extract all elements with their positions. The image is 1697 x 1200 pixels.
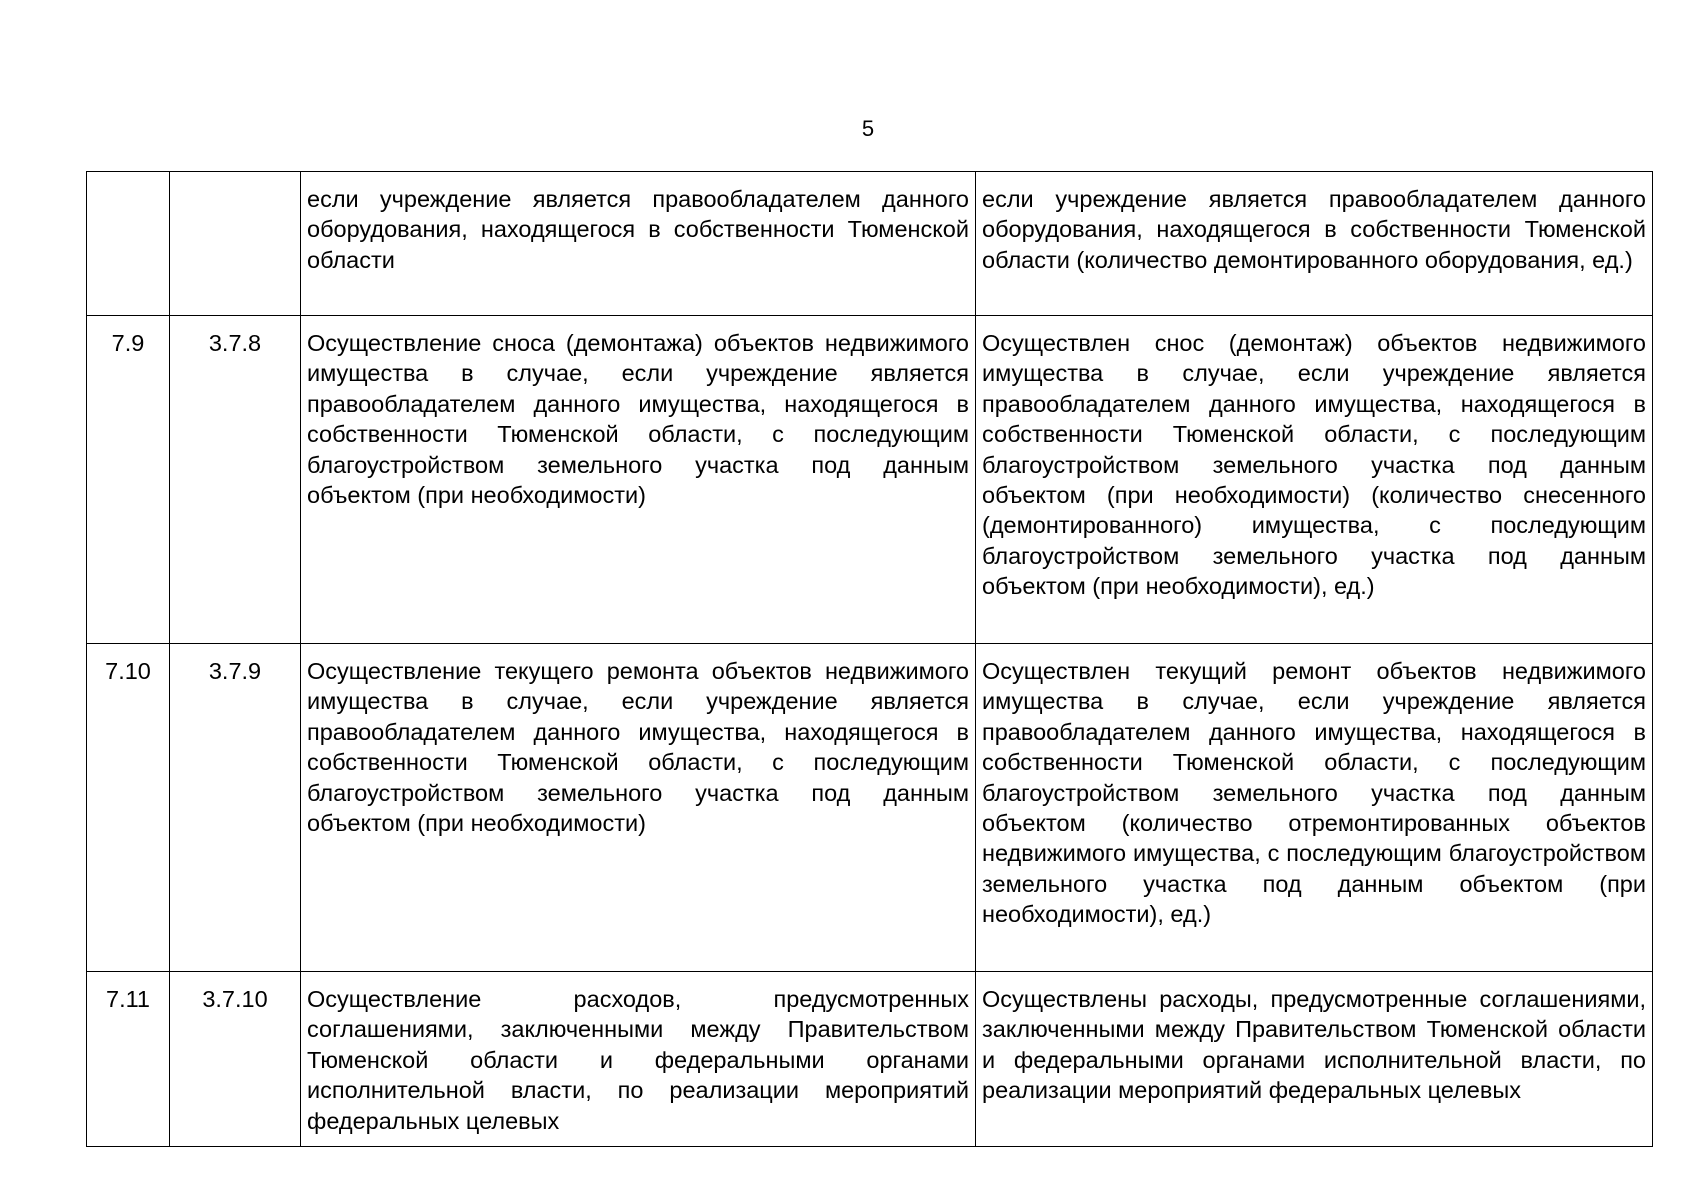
row-code-cell: 3.7.10 (170, 972, 301, 1147)
row-number-cell (87, 172, 170, 316)
activity-cell: Осуществление расходов, предусмотренных соглашениями, заключенными между Правительством Тюменской области и федеральными органами исполнительной власти, по реализации мероприятий федеральных целевых (301, 972, 976, 1147)
table-row (87, 172, 1653, 316)
measures-table (86, 171, 1653, 1147)
activity-cell: Осуществление текущего ремонта объектов недвижимого имущества в случае, если учреждение является правообладателем данного имущества, находящегося в собственности Тюменской области, с последующим благоустройством земельного участка под данным объектом (при необходимости) (301, 644, 976, 972)
row-number-cell: 7.9 (87, 316, 170, 644)
row-number-cell: 7.11 (87, 972, 170, 1147)
row-number-cell: 7.10 (87, 644, 170, 972)
page-number: 5 (861, 116, 875, 141)
row-code-cell: 3.7.9 (170, 644, 301, 972)
result-cell: если учреждение является правообладателем данного оборудования, находящегося в собственности Тюменской области (количество демонтированного оборудования, ед.) (976, 172, 1653, 316)
table-row (87, 316, 1653, 644)
row-code-cell: 3.7.8 (170, 316, 301, 644)
activity-cell: если учреждение является правообладателем данного оборудования, находящегося в собственности Тюменской области (301, 172, 976, 316)
table-row (87, 972, 1653, 1147)
activity-cell: Осуществление сноса (демонтажа) объектов недвижимого имущества в случае, если учреждение является правообладателем данного имущества, находящегося в собственности Тюменской области, с последующим благоустройством земельного участка под данным объектом (при необходимости) (301, 316, 976, 644)
table-row (87, 644, 1653, 972)
result-cell: Осуществлены расходы, предусмотренные соглашениями, заключенными между Правительством Тюменской области и федеральными органами исполнительной власти, по реализации мероприятий федеральных целевых (976, 972, 1653, 1147)
result-cell: Осуществлен снос (демонтаж) объектов недвижимого имущества в случае, если учреждение является правообладателем данного имущества, находящегося в собственности Тюменской области, с последующим благоустройством земельного участка под данным объектом (при необходимости) (количество снесенного (демонтированного) имущества, с последующим благоустройством земельного участка под данным объектом (при необходимости), ед.) (976, 316, 1653, 644)
result-cell: Осуществлен текущий ремонт объектов недвижимого имущества в случае, если учреждение является правообладателем данного имущества, находящегося в собственности Тюменской области, с последующим благоустройством земельного участка под данным объектом (количество отремонтированных объектов недвижимого имущества, с последующим благоустройством земельного участка под данным объектом (при необходимости), ед.) (976, 644, 1653, 972)
row-code-cell (170, 172, 301, 316)
